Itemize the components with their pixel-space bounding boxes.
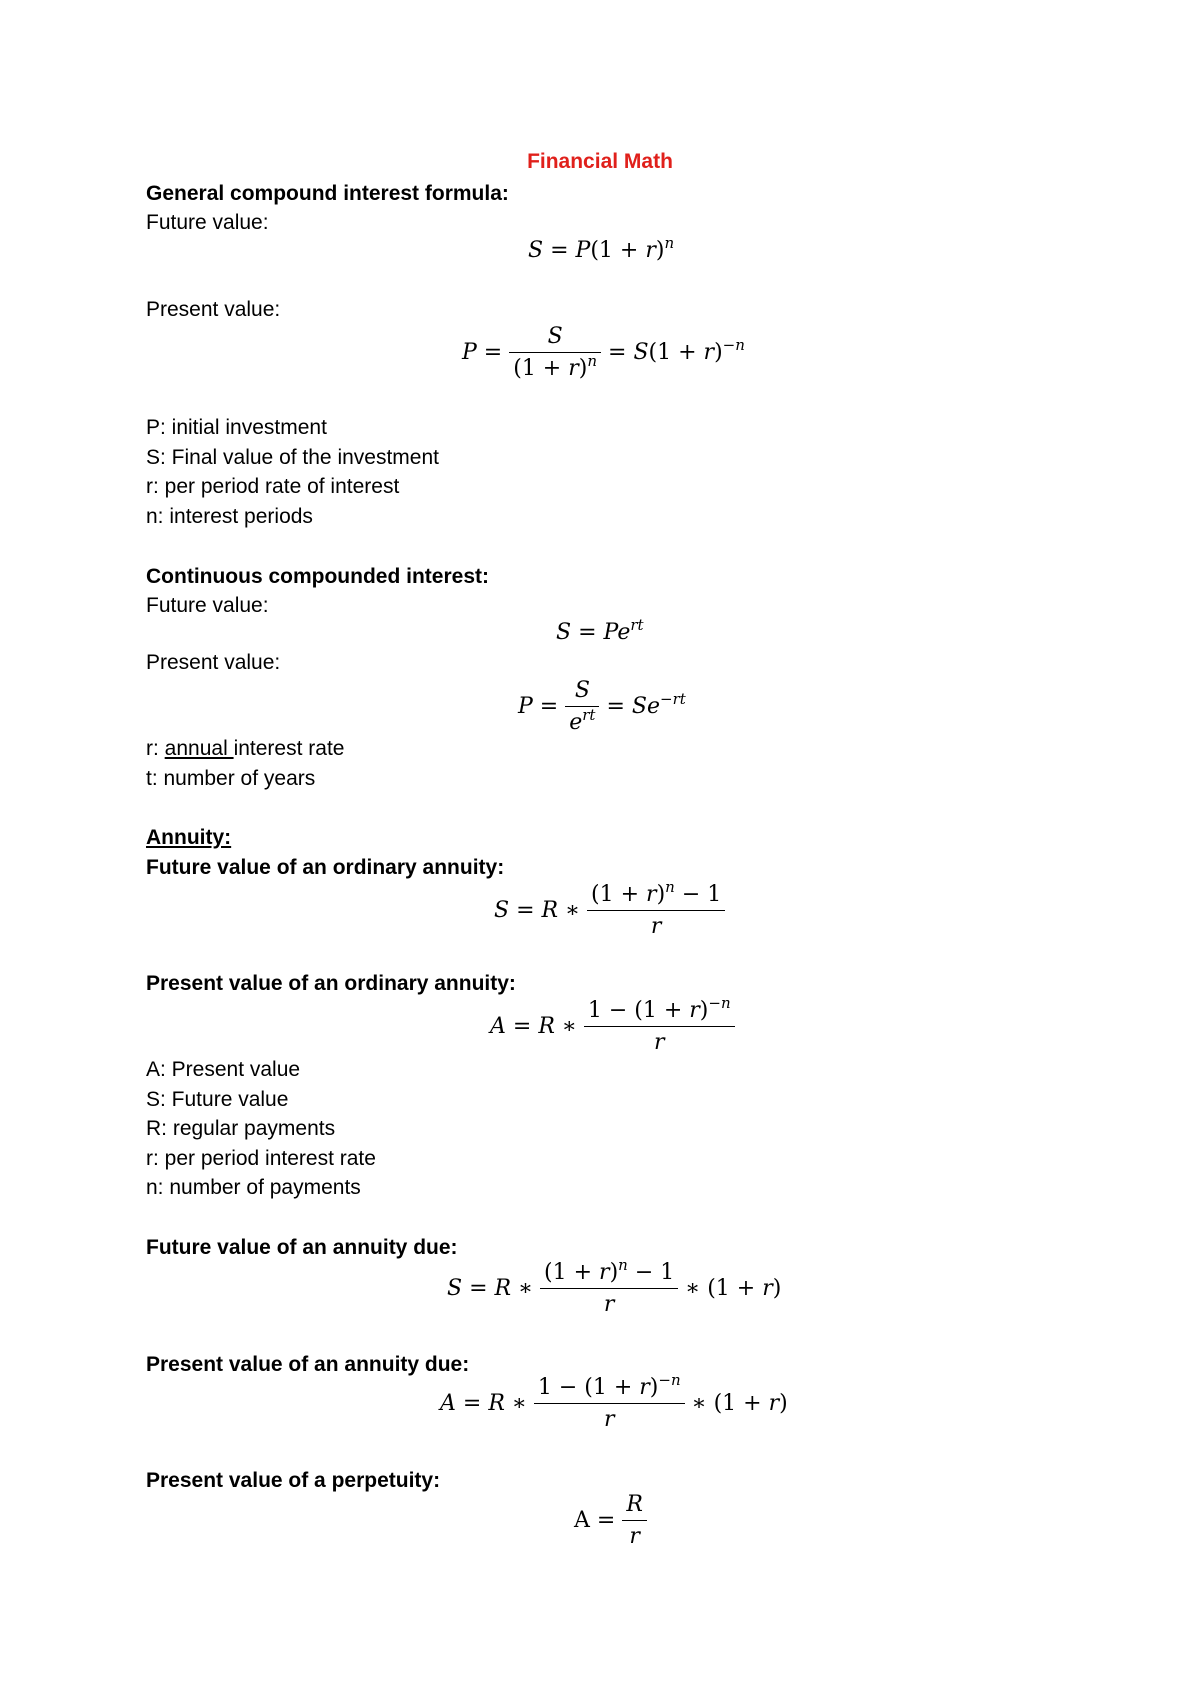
formula-annuity-pv-ordinary: A = R ∗ $\frac{1 - (1 + r)^{-n}}{r}$	[490, 1000, 735, 1054]
annuity-heading: Annuity:	[146, 826, 232, 849]
annuity-def-n: n: number of payments	[146, 1176, 361, 1199]
perpetuity-heading: Present value of a perpetuity:	[146, 1469, 441, 1492]
annuity-def-s: S: Future value	[146, 1088, 289, 1111]
compound-heading: General compound interest formula:	[146, 182, 509, 205]
continuous-def-r: r: annual interest rate	[146, 737, 345, 760]
formula-annuity-pv-due: A = R ∗ $\frac{1 - (1 + r)^{-n}}{r}$ ∗ (1 + r)	[440, 1371, 788, 1432]
annual-underlined: annual	[164, 737, 234, 760]
formula-perpetuity: A = $\frac{R}{r}$	[574, 1494, 647, 1548]
compound-fv-label: Future value:	[146, 211, 269, 234]
annuity-fv-ordinary-heading: Future value of an ordinary annuity:	[146, 856, 505, 879]
formula-annuity-fv-ordinary: S = R ∗ $\frac{(1 + r)^n - 1}{r}$	[494, 884, 725, 938]
compound-def-r: r: per period rate of interest	[146, 475, 400, 498]
annuity-def-a: A: Present value	[146, 1058, 301, 1081]
annuity-pv-ordinary-heading: Present value of an ordinary annuity:	[146, 972, 516, 995]
compound-pv-label: Present value:	[146, 298, 281, 321]
annuity-pv-due-heading: Present value of an annuity due:	[146, 1353, 470, 1376]
annuity-def-big-r: R: regular payments	[146, 1117, 336, 1140]
formula-compound-pv: P = $\frac{S}{(1 + r)^n}$ = $S(1 + r)^{-n}$	[462, 324, 745, 381]
formula-continuous-pv: P = $\frac{S}{e^{rt}}$ = $Se^{-rt}$	[518, 678, 686, 735]
page-title: Financial Math	[527, 150, 673, 173]
continuous-heading: Continuous compounded interest:	[146, 565, 489, 588]
compound-def-n: n: interest periods	[146, 505, 313, 528]
annuity-fv-due-heading: Future value of an annuity due:	[146, 1236, 458, 1259]
compound-def-p: P: initial investment	[146, 416, 327, 439]
formula-compound-fv: $S = P(1 + r)^n$	[528, 234, 675, 263]
annuity-def-r: r: per period interest rate	[146, 1147, 376, 1170]
formula-annuity-fv-due: S = R ∗ $\frac{(1 + r)^n - 1}{r}$ ∗ (1 + r)	[447, 1256, 782, 1317]
compound-def-s: S: Final value of the investment	[146, 446, 439, 469]
continuous-fv-label: Future value:	[146, 594, 269, 617]
continuous-def-t: t: number of years	[146, 767, 316, 790]
formula-continuous-fv: $S = Pe^{rt}$	[556, 616, 644, 645]
continuous-pv-label: Present value:	[146, 651, 281, 674]
